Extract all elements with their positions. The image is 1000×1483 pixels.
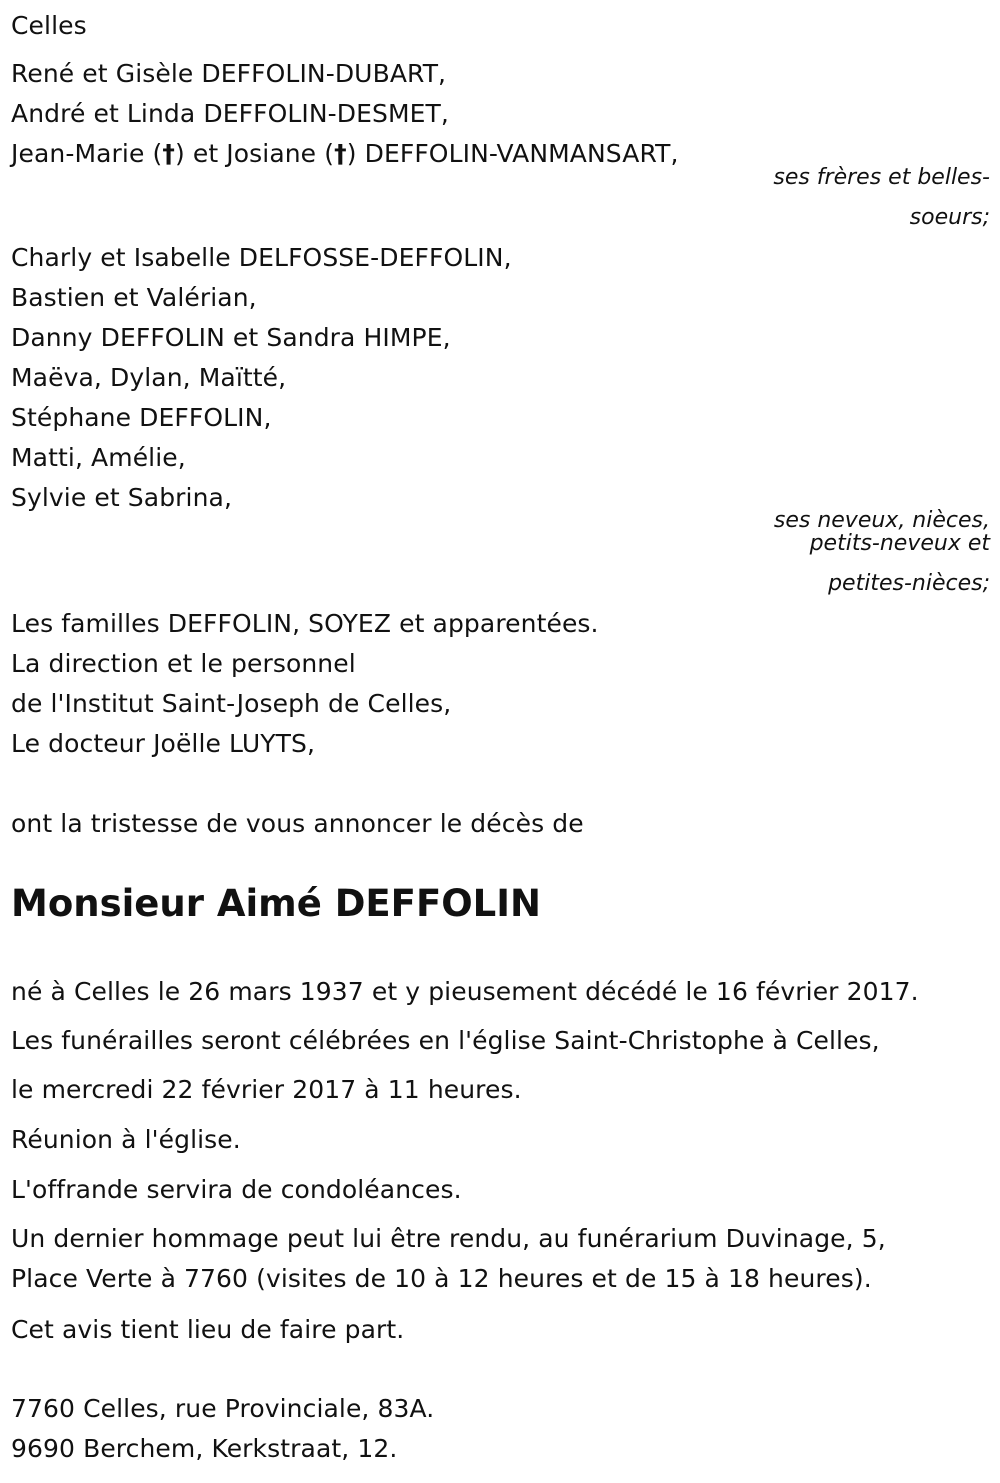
detail-line-4: Réunion à l'église. [11,1125,241,1154]
nephews-role-line-3: petites-nièces; [828,571,990,596]
nephews-role-line-2: petits-neveux et [809,531,990,556]
announcement-text: ont la tristesse de vous annoncer le décès de [11,809,584,838]
sibling-line-2: André et Linda DEFFOLIN-DESMET, [11,99,449,128]
detail-line-3: le mercredi 22 février 2017 à 11 heures. [11,1075,522,1104]
cross-icon: † [334,139,347,168]
sibling-line-3-part-1: Jean-Marie ( [11,139,163,168]
nephew-line-4: Maëva, Dylan, Maïtté, [11,363,287,392]
address-line-2: 9690 Berchem, Kerkstraat, 12. [11,1434,398,1463]
siblings-role-line-1: ses frères et belles- [773,165,990,190]
sibling-line-3-part-3: ) DEFFOLIN-VANMANSART, [346,139,679,168]
address-line-1: 7760 Celles, rue Provinciale, 83A. [11,1394,435,1423]
nephew-line-3: Danny DEFFOLIN et Sandra HIMPE, [11,323,451,352]
nephews-role-line-1: ses neveux, nièces, [773,508,990,533]
others-line-3: de l'Institut Saint-Joseph de Celles, [11,689,452,718]
detail-line-1: né à Celles le 26 mars 1937 et y pieusement décédé le 16 février 2017. [11,977,919,1006]
nephew-line-5: Stéphane DEFFOLIN, [11,403,272,432]
sibling-line-3-part-2: ) et Josiane ( [174,139,335,168]
others-line-4: Le docteur Joëlle LUYTS, [11,729,315,758]
detail-line-2: Les funérailles seront célébrées en l'église Saint-Christophe à Celles, [11,1026,880,1055]
sibling-line-1: René et Gisèle DEFFOLIN-DUBART, [11,59,447,88]
cross-icon: † [162,139,175,168]
others-line-2: La direction et le personnel [11,649,356,678]
detail-line-5: L'offrande servira de condoléances. [11,1175,462,1204]
siblings-role-line-2: soeurs; [909,205,990,230]
others-line-1: Les familles DEFFOLIN, SOYEZ et apparentées. [11,609,599,638]
detail-line-7: Place Verte à 7760 (visites de 10 à 12 heures et de 15 à 18 heures). [11,1264,872,1293]
deceased-name: Monsieur Aimé DEFFOLIN [11,882,541,925]
nephew-line-7: Sylvie et Sabrina, [11,483,233,512]
nephew-line-6: Matti, Amélie, [11,443,186,472]
detail-line-6: Un dernier hommage peut lui être rendu, au funérarium Duvinage, 5, [11,1224,886,1253]
sibling-line-3 [11,139,679,169]
detail-line-8: Cet avis tient lieu de faire part. [11,1315,405,1344]
header-place: Celles [11,11,87,40]
nephew-line-1: Charly et Isabelle DELFOSSE-DEFFOLIN, [11,243,512,272]
nephew-line-2: Bastien et Valérian, [11,283,257,312]
